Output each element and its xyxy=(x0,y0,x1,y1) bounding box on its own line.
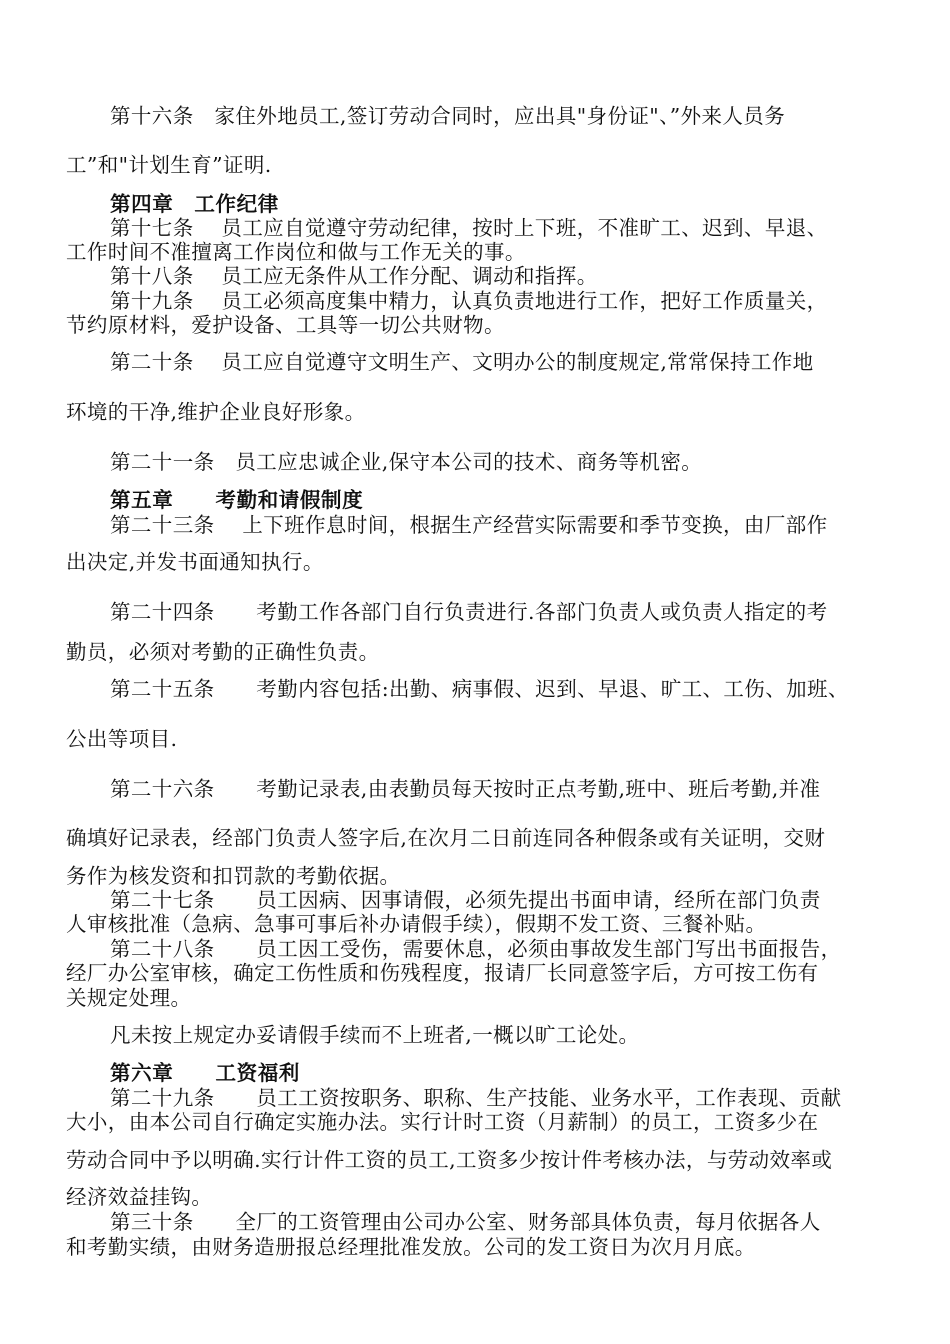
article-29-line-1: 第二十九条 员工工资按职务、职称、生产技能、业务水平，工作表现、贡献 xyxy=(110,1086,842,1110)
article-24-line-1: 第二十四条 考勤工作各部门自行负责进行.各部门负责人或负责人指定的考 xyxy=(110,600,828,624)
article-27-line-2: 人审核批准（急病、急事可事后补办请假手续），假期不发工资、三餐补贴。 xyxy=(66,912,767,936)
article-26-line-1: 第二十六条 考勤记录表,由表勤员每天按时正点考勤,班中、班后考勤,并准 xyxy=(110,777,821,801)
article-19-line-1: 第十九条 员工必须高度集中精力，认真负责地进行工作，把好工作质量关， xyxy=(110,289,828,313)
chapter-6-heading: 第六章 工资福利 xyxy=(110,1061,300,1085)
article-23-line-2: 出决定,并发书面通知执行。 xyxy=(66,550,324,574)
article-29-line-3: 劳动合同中予以明确.实行计件工资的员工,工资多少按计件考核办法，与劳动效率或 xyxy=(66,1148,833,1172)
absence-rule-line: 凡未按上规定办妥请假手续而不上班者,一概以旷工论处。 xyxy=(110,1023,640,1047)
article-23-line-1: 第二十三条 上下班作息时间，根据生产经营实际需要和季节变换，由厂部作 xyxy=(110,513,828,537)
article-30-line-1: 第三十条 全厂的工资管理由公司办公室、财务部具体负责，每月依据各人 xyxy=(110,1210,821,1234)
article-17-line-2: 工作时间不准擅离工作岗位和做与工作无关的事。 xyxy=(66,240,526,264)
article-18-line: 第十八条 员工应无条件从工作分配、调动和指挥。 xyxy=(110,264,598,288)
article-25-line-2: 公出等项目. xyxy=(66,727,178,751)
article-28-line-3: 关规定处理。 xyxy=(66,986,192,1010)
article-30-line-2: 和考勤实绩，由财务造册报总经理批准发放。公司的发工资日为次月月底。 xyxy=(66,1235,756,1259)
article-17-line-1: 第十七条 员工应自觉遵守劳动纪律，按时上下班，不准旷工、迟到、早退、 xyxy=(110,216,828,240)
chapter-5-heading: 第五章 考勤和请假制度 xyxy=(110,488,364,512)
article-27-line-1: 第二十七条 员工因病、因事请假，必须先提出书面申请，经所在部门负责 xyxy=(110,888,821,912)
article-25-line-1: 第二十五条 考勤内容包括:出勤、病事假、迟到、早退、旷工、工伤、加班、 xyxy=(110,677,849,701)
article-16-line-2: 工”和"计划生育”证明. xyxy=(66,153,272,177)
article-28-line-1: 第二十八条 员工因工受伤，需要休息，必须由事故发生部门写出书面报告， xyxy=(110,937,842,961)
article-16-line-1: 第十六条 家住外地员工,签订劳动合同时，应出具"身份证"、”外来人员务 xyxy=(110,104,786,128)
article-24-line-2: 勤员，必须对考勤的正确性负责。 xyxy=(66,640,380,664)
article-29-line-4: 经济效益挂钩。 xyxy=(66,1185,213,1209)
article-26-line-3: 务作为核发资和扣罚款的考勤依据。 xyxy=(66,864,401,888)
article-26-line-2: 确填好记录表，经部门负责人签字后,在次月二日前连同各种假条或有关证明，交财 xyxy=(66,826,826,850)
article-29-line-2: 大小，由本公司自行确定实施办法。实行计时工资（月薪制）的员工，工资多少在 xyxy=(66,1110,819,1134)
article-20-line-1: 第二十条 员工应自觉遵守文明生产、文明办公的制度规定,常常保持工作地 xyxy=(110,350,814,374)
article-20-line-2: 环境的干净,维护企业良好形象。 xyxy=(66,400,366,424)
article-28-line-2: 经厂办公室审核，确定工伤性质和伤残程度，报请厂长同意签字后，方可按工伤有 xyxy=(66,961,819,985)
article-21-line: 第二十一条 员工应忠诚企业,保守本公司的技术、商务等机密。 xyxy=(110,450,703,474)
chapter-4-heading: 第四章 工作纪律 xyxy=(110,192,279,216)
article-19-line-2: 节约原材料，爱护设备、工具等一切公共财物。 xyxy=(66,313,505,337)
